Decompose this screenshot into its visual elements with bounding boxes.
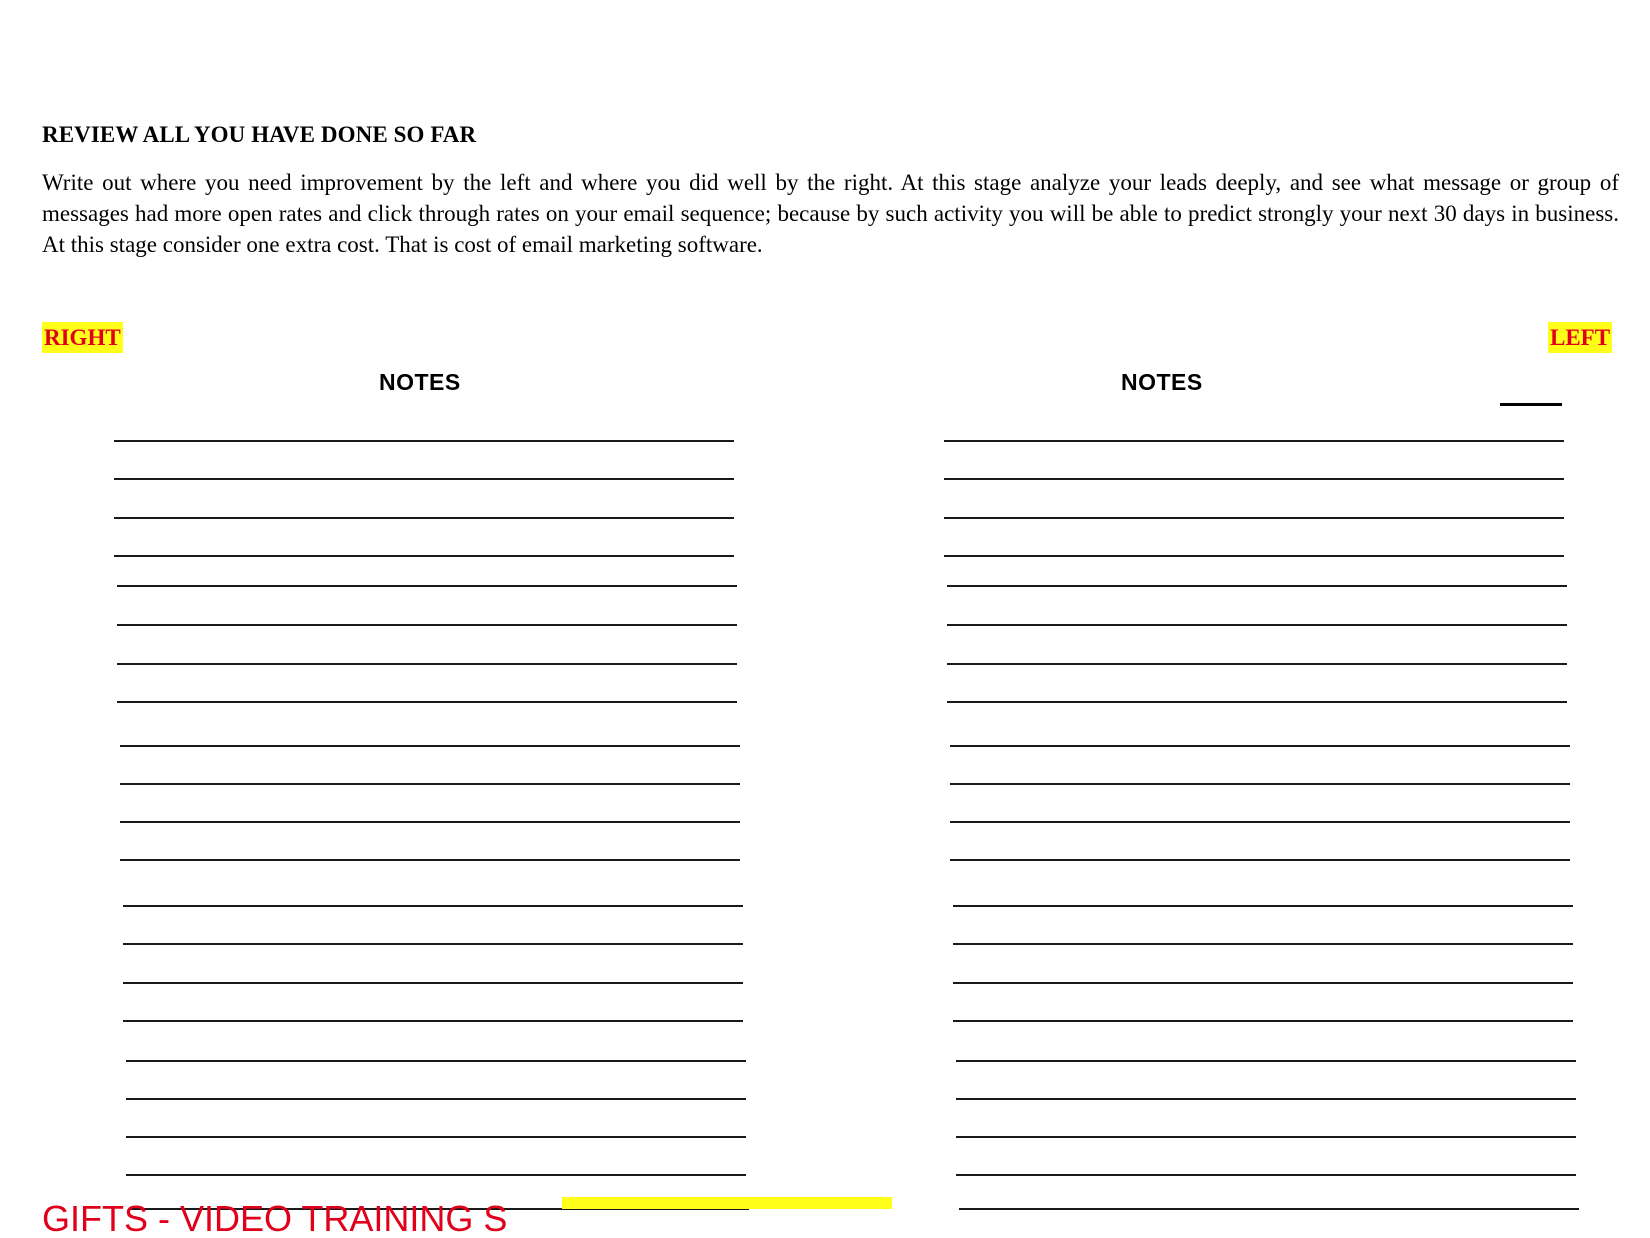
notes-left-line: [120, 745, 740, 747]
notes-left-line: [126, 1060, 746, 1062]
notes-left-line: [117, 585, 737, 587]
footer-text: GIFTS - VIDEO TRAINING S: [42, 1198, 508, 1238]
notes-right-line: [950, 745, 1570, 747]
notes-left-line: [126, 1136, 746, 1138]
notes-right-line: [953, 943, 1573, 945]
notes-right-line: [950, 859, 1570, 861]
notes-right-line: [947, 701, 1567, 703]
short-rule: [1500, 403, 1562, 406]
notes-right-line: [947, 624, 1567, 626]
notes-left-line: [123, 905, 743, 907]
notes-right-line: [950, 783, 1570, 785]
footer-highlight-bar: [562, 1197, 892, 1209]
notes-left-line: [126, 1098, 746, 1100]
notes-left-line: [114, 517, 734, 519]
notes-left-line: [123, 1020, 743, 1022]
notes-right-line: [953, 982, 1573, 984]
notes-right-line: [953, 1020, 1573, 1022]
notes-right-line: [956, 1060, 1576, 1062]
notes-left-line: [120, 859, 740, 861]
notes-title-left: NOTES: [379, 369, 461, 395]
page-heading: REVIEW ALL YOU HAVE DONE SO FAR: [42, 122, 477, 147]
notes-right-line: [944, 517, 1564, 519]
notes-left-line: [114, 478, 734, 480]
notes-right-line: [956, 1174, 1576, 1176]
left-label: LEFT: [1548, 322, 1612, 353]
notes-left-line: [117, 663, 737, 665]
notes-left-line: [114, 555, 734, 557]
notes-left-line: [123, 943, 743, 945]
notes-right-line: [944, 440, 1564, 442]
notes-right-line: [956, 1098, 1576, 1100]
notes-right-line: [944, 478, 1564, 480]
notes-right-line: [959, 1208, 1579, 1210]
notes-left-line: [120, 783, 740, 785]
notes-right-line: [950, 821, 1570, 823]
notes-right-line: [947, 585, 1567, 587]
notes-right-line: [956, 1136, 1576, 1138]
instructions-paragraph: Write out where you need improvement by the left and where you did well by the right. At this stage analyze your leads deeply, and see what message or group of messages had more open rates and click through rates on your email sequence; because by such activity you will be able to predict strongly your next 30 days in business. At this stage consider one extra cost. That is cost of email marketing software.: [42, 170, 1619, 257]
notes-title-right: NOTES: [1121, 369, 1203, 395]
notes-left-line: [123, 982, 743, 984]
notes-left-line: [126, 1174, 746, 1176]
right-label: RIGHT: [42, 322, 123, 353]
notes-left-line: [120, 821, 740, 823]
notes-left-line: [114, 440, 734, 442]
notes-left-line: [117, 624, 737, 626]
notes-right-line: [944, 555, 1564, 557]
notes-right-line: [953, 905, 1573, 907]
notes-right-line: [947, 663, 1567, 665]
notes-left-line: [117, 701, 737, 703]
